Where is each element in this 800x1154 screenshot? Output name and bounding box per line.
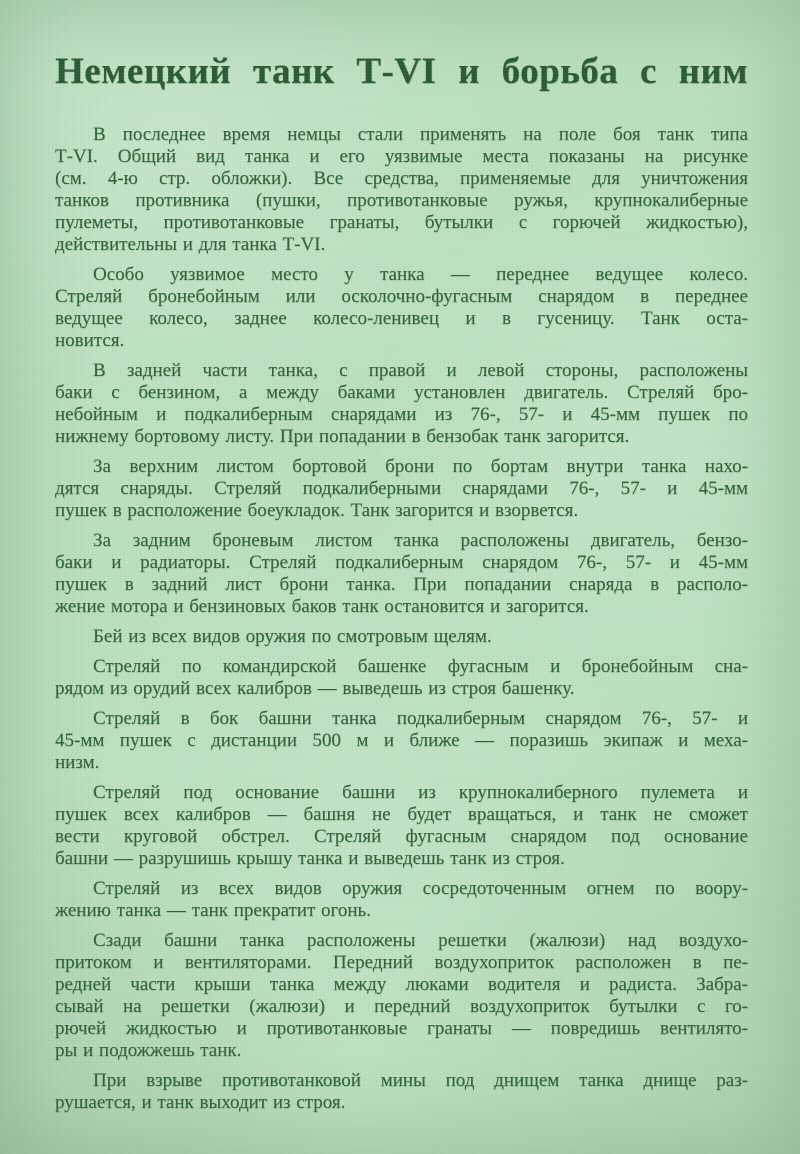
text-line: сывай на решетки (жалюзи) и передний воздухоприток бутылки с го- [55, 996, 748, 1017]
text-line: За задним броневым листом танка расположены двигатель, бензо- [93, 530, 748, 551]
text-line: За верхним листом бортовой брони по бортам внутри танка нахо- [93, 456, 748, 477]
text-line: действительны и для танка Т-VI. [55, 234, 326, 255]
text-line: ведущее колесо, заднее колесо-ленивец и в гусеницу. Танк оста- [55, 308, 748, 329]
paragraph [55, 708, 748, 774]
text-line: низм. [55, 752, 100, 773]
text-line: дятся снаряды. Стреляй подкалиберными снарядами 76-, 57- и 45-мм [55, 478, 748, 499]
paragraph [55, 456, 748, 522]
text-line: небойным и подкалиберным снарядами из 76-, 57- и 45-мм пушек по [55, 404, 748, 425]
text-line: рючей жидкостью и противотанковые гранаты — повредишь вентилято- [55, 1018, 748, 1039]
text-line: Стреляй бронебойным или осколочно-фугасным снарядом в переднее [55, 286, 748, 307]
paragraph [55, 264, 748, 352]
text-line: баки с бензином, а между баками установлен двигатель. Стреляй бро- [55, 382, 748, 403]
text-line: Т-VI. Общий вид танка и его уязвимые места показаны на рисунке [55, 146, 748, 167]
text-line: В задней части танка, с правой и левой стороны, расположены [93, 360, 748, 381]
text-line: (см. 4-ю стр. обложки). Все средства, применяемые для уничтожения [55, 168, 748, 189]
text-line: притоком и вентиляторами. Передний воздухоприток расположен в пе- [55, 952, 748, 973]
text-line: башни — разрушишь крышу танка и выведешь танк из строя. [55, 848, 565, 869]
paragraph [55, 930, 748, 1062]
text-line: рушается, и танк выходит из строя. [55, 1092, 346, 1113]
text-line: Особо уязвимое место у танка — переднее ведущее колесо. [93, 264, 748, 285]
text-line: Бей из всех видов оружия по смотровым щелям. [93, 626, 492, 647]
text-line: редней части крыши танка между люками водителя и радиста. Забра- [55, 974, 748, 995]
paragraph [55, 878, 748, 922]
text-line: пушек всех калибров — башня не будет вращаться, и танк не сможет [55, 804, 748, 825]
text-line: танков противника (пушки, противотанковые ружья, крупнокалиберные [55, 190, 748, 211]
document-body [55, 124, 748, 1114]
page-title: Немецкий танк Т-VI и борьба с ним [55, 51, 748, 92]
text-line: В последнее время немцы стали применять на поле боя танк типа [93, 124, 748, 145]
text-line: Стреляй под основание башни из крупнокалиберного пулемета и [93, 782, 748, 803]
text-line: вести круговой обстрел. Стреляй фугасным снарядом под основание [55, 826, 748, 847]
text-line: пушек в расположение боеукладок. Танк загорится и взорвется. [55, 500, 579, 521]
text-line: баки и радиаторы. Стреляй подкалиберным снарядом 76-, 57- и 45-мм [55, 552, 748, 573]
paragraph [55, 124, 748, 256]
text-line: нижнему бортовому листу. При попадании в бензобак танк загорится. [55, 426, 630, 447]
text-line: Стреляй по командирской башенке фугасным и бронебойным сна- [93, 656, 748, 677]
text-line: ры и подожжешь танк. [55, 1040, 242, 1061]
text-line: жение мотора и бензиновых баков танк остановится и загорится. [55, 596, 589, 617]
text-line: пушек в задний лист брони танка. При попадании снаряда в располо- [55, 574, 748, 595]
text-line: новится. [55, 330, 125, 351]
paragraph [55, 530, 748, 618]
text-line: жению танка — танк прекратит огонь. [55, 900, 371, 921]
text-line: Стреляй из всех видов оружия сосредоточенным огнем по воору- [93, 878, 748, 899]
paragraph [55, 1070, 748, 1114]
text-line: рядом из орудий всех калибров — выведешь из строя башенку. [55, 678, 575, 699]
text-line: Стреляй в бок башни танка подкалиберным снарядом 76-, 57- и [93, 708, 748, 729]
text-line: 45-мм пушек с дистанции 500 м и ближе — поразишь экипаж и меха- [55, 730, 748, 751]
text-line: При взрыве противотанковой мины под днищем танка днище раз- [93, 1070, 748, 1091]
paragraph [55, 782, 748, 870]
text-line: Сзади башни танка расположены решетки (жалюзи) над воздухо- [93, 930, 748, 951]
text-line: пулеметы, противотанковые гранаты, бутылки с горючей жидкостью), [55, 212, 748, 233]
paragraph [55, 656, 748, 700]
paragraph [55, 626, 748, 648]
paragraph [55, 360, 748, 448]
